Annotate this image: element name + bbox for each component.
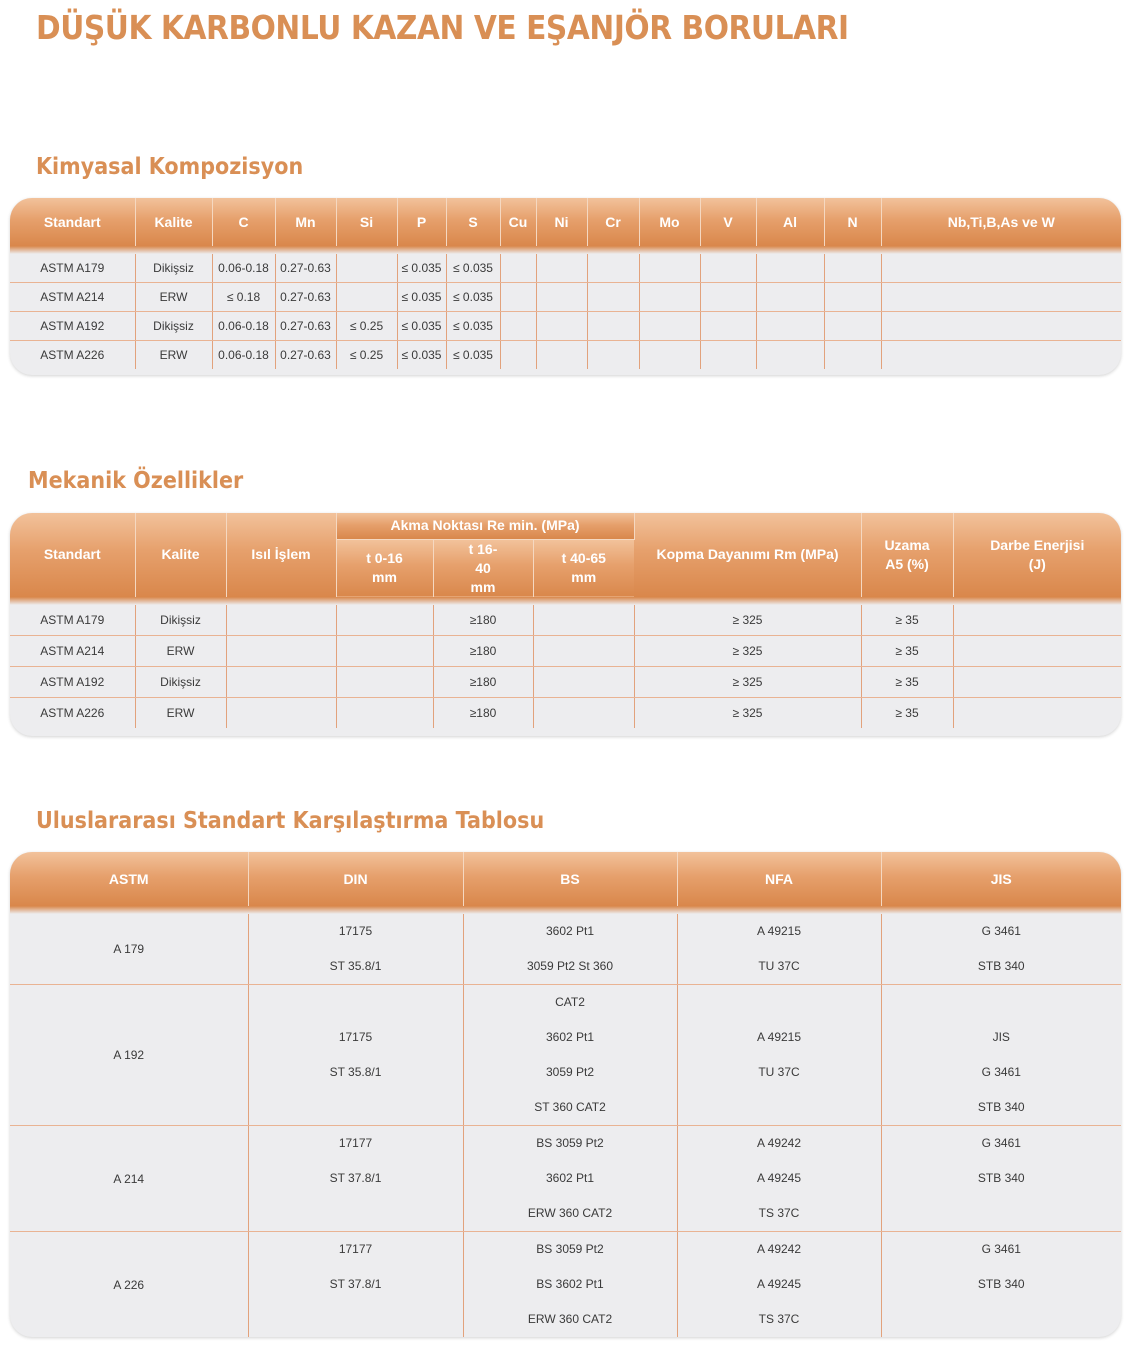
cmp-line: A 49242 — [756, 1242, 802, 1256]
mech-cell: ≥ 35 — [861, 666, 953, 697]
mech-cell: ≥ 325 — [634, 666, 861, 697]
chem-cell: ERW — [135, 341, 212, 370]
cmp-cell-jis — [881, 985, 1121, 1126]
mech-cell — [953, 635, 1121, 666]
cmp-line: 3602 Pt1 — [545, 1171, 595, 1185]
mech-cell: ≥ 325 — [634, 635, 861, 666]
cmp-line — [249, 1196, 463, 1231]
mech-cell — [336, 666, 433, 697]
chem-header-4: Si — [336, 198, 397, 246]
cmp-line: 17175 — [338, 1030, 373, 1044]
chem-cell — [536, 341, 587, 370]
cmp-line: A 49242 — [756, 1136, 802, 1150]
mech-cell: ≥ 325 — [634, 605, 861, 636]
chem-cell — [336, 283, 397, 312]
cmp-cell-astm — [10, 914, 248, 985]
mech-cell — [336, 635, 433, 666]
cmp-line — [249, 1302, 463, 1337]
mech-cell — [226, 666, 336, 697]
cmp-cell-bs — [463, 1232, 677, 1338]
cmp-line: 3059 Pt2 — [545, 1065, 595, 1079]
cmp-line: STB 340 — [977, 959, 1025, 973]
mech-cell — [953, 605, 1121, 636]
chem-cell — [824, 283, 881, 312]
cmp-line — [882, 1196, 1122, 1231]
mech-header-t40-65: t 40-65 mm — [533, 539, 634, 597]
mechanical-section-title: Mekanik Özellikler — [28, 468, 244, 494]
cmp-line: G 3461 — [981, 1242, 1021, 1256]
cmp-line: TU 37C — [758, 1065, 800, 1079]
mech-row — [10, 605, 1121, 636]
mech-cell — [336, 697, 433, 728]
chem-cell — [881, 341, 1121, 370]
cmp-astm-value: A 226 — [113, 1277, 145, 1292]
mech-row — [10, 666, 1121, 697]
cmp-row — [10, 1232, 1121, 1338]
chem-row — [10, 341, 1121, 370]
chem-cell: 0.27-0.63 — [275, 254, 336, 283]
cmp-line — [249, 985, 463, 1020]
mech-header-uzama-line2: A5 (%) — [885, 555, 929, 572]
chem-cell: ≤ 0.035 — [397, 283, 446, 312]
chem-cell — [700, 341, 756, 370]
comparison-header-row — [10, 852, 1121, 906]
chem-header-5: P — [397, 198, 446, 246]
cmp-cell-bs — [463, 985, 677, 1126]
cmp-header-2: BS — [463, 852, 677, 906]
chem-cell — [756, 254, 824, 283]
mech-cell: ASTM A179 — [10, 605, 135, 636]
cmp-cell-astm — [10, 1232, 248, 1338]
chem-cell — [536, 312, 587, 341]
chem-row — [10, 283, 1121, 312]
chem-cell — [639, 283, 700, 312]
cmp-line: TU 37C — [758, 959, 800, 973]
chem-cell — [536, 283, 587, 312]
chem-cell: 0.27-0.63 — [275, 312, 336, 341]
chem-cell — [500, 283, 536, 312]
cmp-header-0: ASTM — [10, 852, 248, 906]
chem-cell — [756, 341, 824, 370]
cmp-line: JIS — [992, 1030, 1010, 1044]
cmp-line: A 49215 — [756, 1030, 802, 1044]
mech-cell: ≥ 35 — [861, 697, 953, 728]
chemical-body — [10, 254, 1121, 375]
comparison-table — [10, 852, 1121, 1337]
mech-header-akma: Akma Noktası Re min. (MPa) — [336, 513, 634, 539]
mech-cell: ≥180 — [433, 697, 533, 728]
cmp-line: ST 37.8/1 — [329, 1277, 382, 1291]
chem-row — [10, 254, 1121, 283]
chem-cell — [700, 254, 756, 283]
chem-cell: ASTM A192 — [10, 312, 135, 341]
mech-header-standart: Standart — [10, 513, 135, 597]
mech-header-kopma: Kopma Dayanımı Rm (MPa) — [634, 513, 861, 597]
chem-row — [10, 312, 1121, 341]
mech-row — [10, 697, 1121, 728]
mech-cell — [533, 697, 634, 728]
cmp-line: ST 35.8/1 — [329, 959, 382, 973]
mech-header-t16-40: t 16-40 mm — [433, 539, 533, 597]
cmp-line: ERW 360 CAT2 — [527, 1206, 613, 1220]
chem-header-13: N — [824, 198, 881, 246]
chem-cell: 0.06-0.18 — [212, 341, 275, 370]
chem-cell — [536, 254, 587, 283]
cmp-header-4: JIS — [881, 852, 1121, 906]
chem-cell — [500, 254, 536, 283]
mech-cell — [226, 697, 336, 728]
chem-cell: ≤ 0.035 — [446, 283, 500, 312]
mech-header-kalite: Kalite — [135, 513, 226, 597]
cmp-cell-astm — [10, 1126, 248, 1232]
comparison-body — [10, 914, 1121, 1337]
chem-cell: Dikişsiz — [135, 254, 212, 283]
mech-header-isil-islem: Isıl İşlem — [226, 513, 336, 597]
cmp-cell-nfa — [677, 1232, 881, 1338]
mech-header-darbe — [953, 513, 1121, 597]
cmp-cell-bs — [463, 1126, 677, 1232]
chem-cell: ≤ 0.035 — [397, 312, 446, 341]
mechanical-table — [10, 513, 1121, 736]
chem-cell: ASTM A214 — [10, 283, 135, 312]
cmp-line: 3059 Pt2 St 360 — [526, 959, 614, 973]
mech-cell: ASTM A192 — [10, 666, 135, 697]
chem-cell — [881, 283, 1121, 312]
cmp-line: STB 340 — [977, 1171, 1025, 1185]
cmp-cell-din — [248, 1232, 463, 1338]
cmp-line: TS 37C — [758, 1206, 800, 1220]
cmp-line — [882, 985, 1122, 1020]
cmp-row — [10, 914, 1121, 985]
mech-header-darbe-line2: (J) — [1028, 555, 1046, 572]
chem-header-2: C — [212, 198, 275, 246]
chem-cell — [500, 312, 536, 341]
mech-cell: ≥180 — [433, 666, 533, 697]
cmp-line: ERW 360 CAT2 — [527, 1312, 613, 1326]
chem-cell: ≤ 0.035 — [397, 341, 446, 370]
cmp-line: 17177 — [338, 1242, 373, 1256]
mech-cell: ≥180 — [433, 635, 533, 666]
cmp-row — [10, 985, 1121, 1126]
chem-cell — [824, 341, 881, 370]
mech-cell: ERW — [135, 635, 226, 666]
chem-cell: ≤ 0.25 — [336, 312, 397, 341]
mech-header-darbe-line1: Darbe Enerjisi — [990, 536, 1085, 553]
mech-cell — [533, 666, 634, 697]
cmp-line: BS 3059 Pt2 — [536, 1242, 604, 1256]
chem-header-10: Mo — [639, 198, 700, 246]
chem-cell: ≤ 0.035 — [446, 312, 500, 341]
mech-cell — [953, 666, 1121, 697]
chem-header-6: S — [446, 198, 500, 246]
chem-header-0: Standart — [10, 198, 135, 246]
mech-cell: ≥ 325 — [634, 697, 861, 728]
chem-header-3: Mn — [275, 198, 336, 246]
mech-row — [10, 635, 1121, 666]
mech-cell — [533, 635, 634, 666]
cmp-line: BS 3059 Pt2 — [536, 1136, 604, 1150]
chem-cell — [824, 254, 881, 283]
chem-header-8: Ni — [536, 198, 587, 246]
mechanical-body — [10, 605, 1121, 736]
chem-header-14: Nb,Ti,B,As ve W — [881, 198, 1121, 246]
cmp-line: A 49215 — [756, 924, 802, 938]
chem-cell: ERW — [135, 283, 212, 312]
cmp-line — [249, 1090, 463, 1125]
chem-header-1: Kalite — [135, 198, 212, 246]
cmp-line: STB 340 — [977, 1100, 1025, 1114]
mech-cell: ERW — [135, 697, 226, 728]
mech-cell — [533, 605, 634, 636]
cmp-header-1: DIN — [248, 852, 463, 906]
mech-cell: ≥ 35 — [861, 605, 953, 636]
chem-header-11: V — [700, 198, 756, 246]
cmp-line: 17175 — [338, 924, 373, 938]
chem-cell — [336, 254, 397, 283]
chem-header-12: Al — [756, 198, 824, 246]
chem-cell: ≤ 0.035 — [397, 254, 446, 283]
chem-cell — [639, 254, 700, 283]
cmp-line — [678, 1090, 881, 1125]
cmp-line: ST 35.8/1 — [329, 1065, 382, 1079]
mech-cell: ≥180 — [433, 605, 533, 636]
chem-header-7: Cu — [500, 198, 536, 246]
chem-cell: 0.27-0.63 — [275, 283, 336, 312]
cmp-line: ST 37.8/1 — [329, 1171, 382, 1185]
cmp-line — [678, 985, 881, 1020]
chem-cell: ASTM A179 — [10, 254, 135, 283]
chem-cell — [587, 341, 639, 370]
chem-cell: Dikişsiz — [135, 312, 212, 341]
mech-cell — [226, 605, 336, 636]
chemical-table — [10, 198, 1121, 375]
chem-cell: ≤ 0.035 — [446, 341, 500, 370]
cmp-line: G 3461 — [981, 1136, 1021, 1150]
cmp-header-3: NFA — [677, 852, 881, 906]
cmp-line: TS 37C — [758, 1312, 800, 1326]
cmp-cell-jis — [881, 1232, 1121, 1338]
cmp-line: A 49245 — [756, 1171, 802, 1185]
cmp-astm-value: A 214 — [113, 1171, 145, 1186]
mech-cell — [226, 635, 336, 666]
cmp-line: A 49245 — [756, 1277, 802, 1291]
mech-cell: Dikişsiz — [135, 666, 226, 697]
mech-cell — [336, 605, 433, 636]
chem-cell: ≤ 0.25 — [336, 341, 397, 370]
cmp-line: 17177 — [338, 1136, 373, 1150]
mech-header-t0-16: t 0-16 mm — [336, 539, 433, 597]
chem-cell: 0.06-0.18 — [212, 254, 275, 283]
mech-header-uzama — [861, 513, 953, 597]
cmp-cell-astm — [10, 985, 248, 1126]
chemical-section-title: Kimyasal Kompozisyon — [36, 154, 304, 180]
chem-cell — [639, 341, 700, 370]
cmp-astm-value: A 192 — [113, 1048, 145, 1062]
cmp-line: BS 3602 Pt1 — [536, 1277, 604, 1291]
cmp-cell-din — [248, 985, 463, 1126]
chem-cell: 0.27-0.63 — [275, 341, 336, 370]
cmp-astm-value: A 179 — [113, 942, 145, 956]
cmp-cell-din — [248, 1126, 463, 1232]
cmp-cell-nfa — [677, 985, 881, 1126]
chemical-header-row — [10, 198, 1121, 246]
chem-cell: 0.06-0.18 — [212, 312, 275, 341]
chem-cell — [700, 283, 756, 312]
cmp-line: 3602 Pt1 — [545, 924, 595, 938]
cmp-cell-nfa — [677, 914, 881, 985]
cmp-line: 3602 Pt1 — [545, 1030, 595, 1044]
cmp-cell-nfa — [677, 1126, 881, 1232]
page-title: DÜŞÜK KARBONLU KAZAN VE EŞANJÖR BORULARI — [36, 8, 849, 47]
cmp-line: G 3461 — [981, 924, 1021, 938]
cmp-line — [882, 1302, 1122, 1337]
cmp-row — [10, 1126, 1121, 1232]
cmp-line: CAT2 — [555, 995, 585, 1009]
cmp-line: G 3461 — [981, 1065, 1021, 1079]
mech-header-uzama-line1: Uzama — [884, 536, 930, 553]
chem-cell — [824, 312, 881, 341]
chem-cell — [587, 283, 639, 312]
chem-cell — [700, 312, 756, 341]
chem-header-9: Cr — [587, 198, 639, 246]
cmp-cell-jis — [881, 914, 1121, 985]
chem-cell — [756, 283, 824, 312]
chem-cell — [639, 312, 700, 341]
cmp-cell-jis — [881, 1126, 1121, 1232]
chem-cell — [587, 312, 639, 341]
comparison-section-title: Uluslararası Standart Karşılaştırma Tablosu — [36, 808, 545, 834]
mech-cell: ASTM A226 — [10, 697, 135, 728]
mech-cell — [953, 697, 1121, 728]
chem-cell — [881, 254, 1121, 283]
chem-cell: ≤ 0.18 — [212, 283, 275, 312]
mech-cell: Dikişsiz — [135, 605, 226, 636]
chem-cell — [881, 312, 1121, 341]
cmp-line: STB 340 — [977, 1277, 1025, 1291]
cmp-cell-bs — [463, 914, 677, 985]
chem-cell: ASTM A226 — [10, 341, 135, 370]
chem-cell — [500, 341, 536, 370]
mech-cell: ≥ 35 — [861, 635, 953, 666]
cmp-cell-din — [248, 914, 463, 985]
chem-cell — [587, 254, 639, 283]
chem-cell: ≤ 0.035 — [446, 254, 500, 283]
chem-cell — [756, 312, 824, 341]
mech-cell: ASTM A214 — [10, 635, 135, 666]
cmp-line: ST 360 CAT2 — [534, 1100, 606, 1114]
